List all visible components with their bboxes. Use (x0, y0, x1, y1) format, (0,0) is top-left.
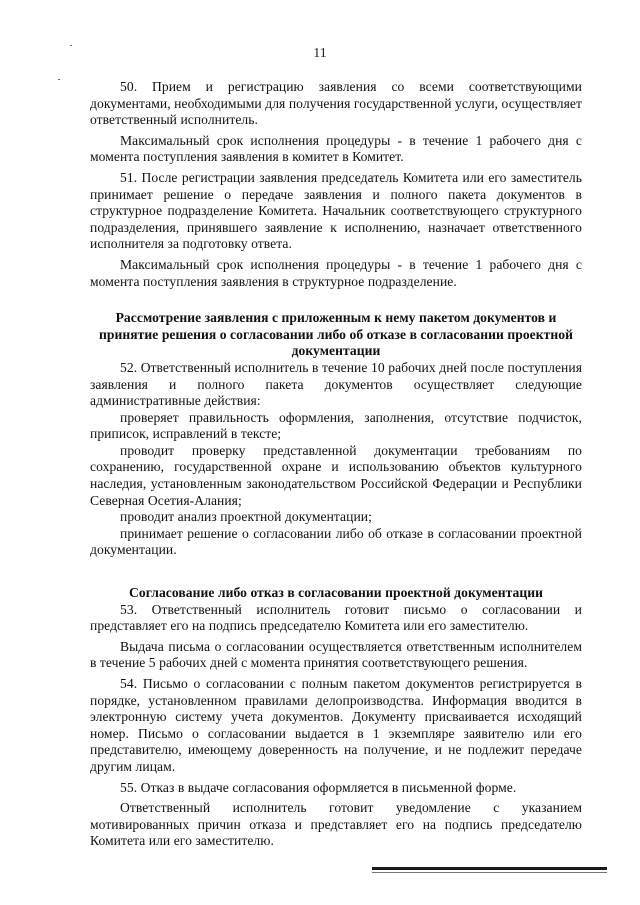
section-heading-review: Рассмотрение заявления с приложенным к нему пакетом документов и принятие решения о согласовании либо об отказе в согласовании проектной документации (99, 310, 573, 359)
document-body (90, 79, 582, 850)
scan-speck (58, 79, 60, 80)
footer-rule (372, 867, 607, 870)
paragraph-55-notice: Ответственный исполнитель готовит уведомление с указанием мотивированных причин отказа и представляет его на подпись председателю Комитета или его заместителю. (90, 800, 582, 849)
footer-rule-thin (372, 872, 607, 873)
paragraph-51-term: Максимальный срок исполнения процедуры - в течение 1 рабочего дня с момента поступления заявления в структурное подразделение. (90, 256, 582, 289)
section-heading-approval: Согласование либо отказ в согласовании проектной документации (129, 585, 543, 601)
paragraph-53: 53. Ответственный исполнитель готовит письмо о согласовании и представляет его на подпись председателю Комитета или его заместителю. (90, 601, 582, 634)
page-number: 11 (313, 46, 327, 61)
paragraph-54: 54. Письмо о согласовании с полным пакетом документов регистрируется в порядке, установленном правилами делопроизводства. Информация вводится в электронную систему учета документов. Документу присваивается исходящий номер. Письмо о согласовании выдается в 1 экземпляре заявителю или его представителю, имеющему доверенность на получение, и не подлежит передаче другим лицам. (90, 676, 582, 774)
paragraph-52-check: проверяет правильность оформления, заполнения, отсутствие подчисток, приписок, исправлений в тексте; (90, 409, 582, 442)
paragraph-52: 52. Ответственный исполнитель в течение 10 рабочих дней после поступления заявления и полного пакета документов осуществляет следующие административные действия: (90, 359, 582, 409)
paragraph-52-decide: принимает решение о согласовании либо об отказе в согласовании проектной документации. (90, 525, 582, 558)
paragraph-52-verify: проводит проверку представленной документации требованиям по сохранению, государственной охране и использованию объектов культурного наследия, установленным законодательством Российской Федерации и Республики Северная Осетия-Алания; (90, 442, 582, 508)
paragraph-55: 55. Отказ в выдаче согласования оформляется в письменной форме. (120, 779, 517, 795)
paragraph-52-analyze: проводит анализ проектной документации; (120, 509, 372, 525)
paragraph-50: 50. Прием и регистрацию заявления со всеми соответствующими документами, необходимыми для получения государственной услуги, осуществляет ответственный исполнитель. (90, 79, 582, 128)
paragraph-50-term: Максимальный срок исполнения процедуры - в течение 1 рабочего дня с момента поступления заявления в комитет в Комитет. (90, 132, 582, 165)
paragraph-53-issue: Выдача письма о согласовании осуществляется ответственным исполнителем в течение 5 рабочих дней с момента принятия соответствующего решения. (90, 638, 582, 671)
paragraph-51: 51. После регистрации заявления председатель Комитета или его заместитель принимает решение о передаче заявления и полного пакета документов в структурное подразделение Комитета. Начальник соответствующего структурного подразделения, принявшего заявление к исполнению, назначает ответственного исполнителя за подготовку ответа. (90, 169, 582, 252)
